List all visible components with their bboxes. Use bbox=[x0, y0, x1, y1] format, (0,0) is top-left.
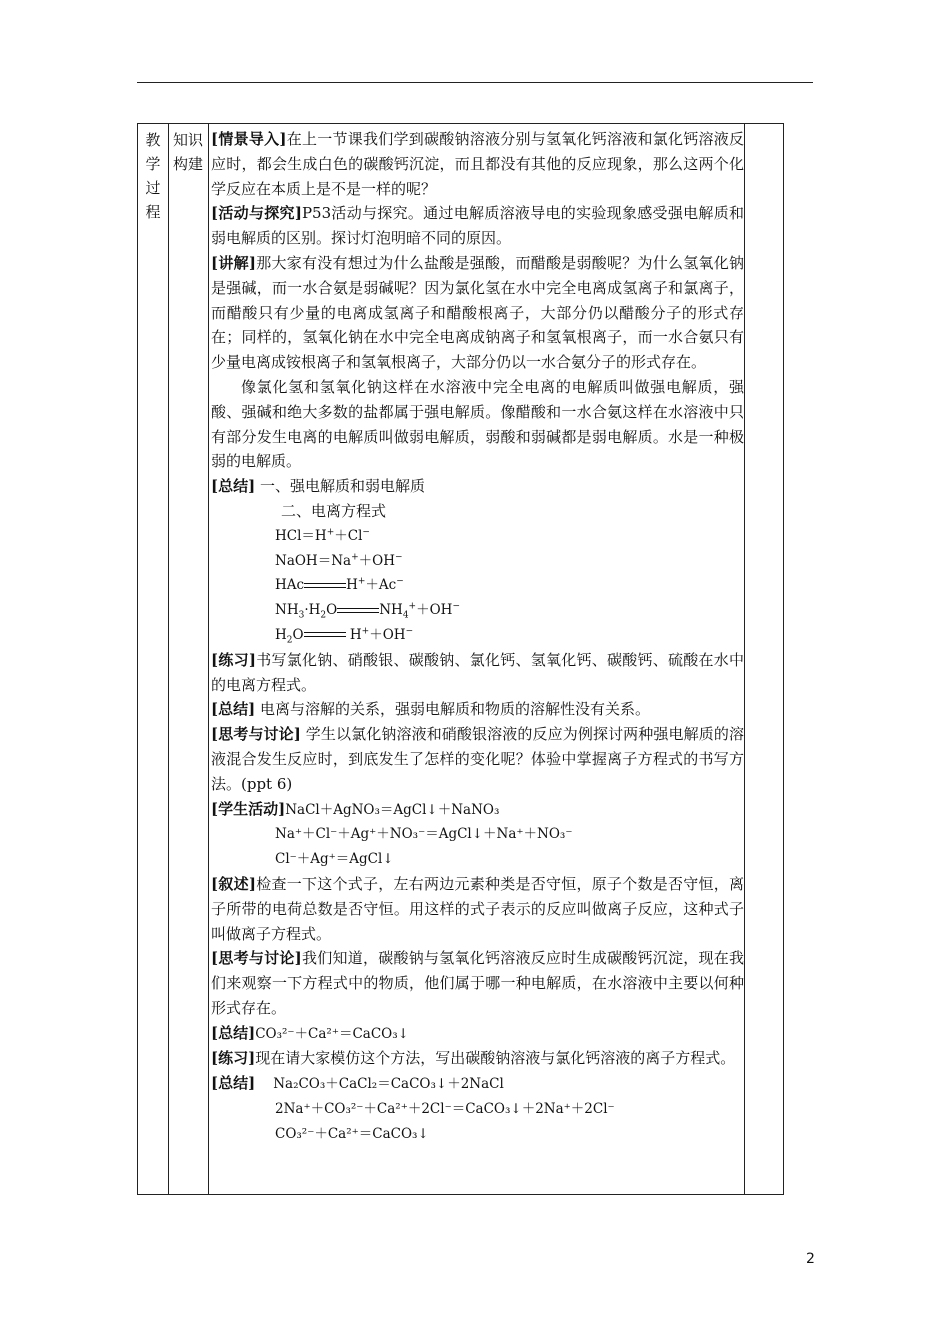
paragraph: [思考与讨论]我们知道，碳酸钠与氢氧化钙溶液反应时生成碳酸钙沉淀，现在我们来观察一下方程式中的物质，他们属于哪一种电解质，在水溶液中主要以何种形式存在。 bbox=[211, 949, 744, 1017]
column-divider bbox=[208, 124, 209, 1194]
equation: $H_2O$ H+＋OH− bbox=[275, 626, 414, 646]
equation: Cl⁻＋Ag⁺＝AgCl↓ bbox=[275, 851, 394, 868]
paragraph: [学生活动]NaCl＋AgNO₃＝AgCl↓＋NaNO₃ bbox=[211, 799, 500, 818]
paragraph: [讲解]那大家有没有想过为什么盐酸是强酸，而醋酸是弱酸呢？为什么氢氧化钠是强碱，而一水合氨是弱碱呢？因为氯化氢在水中完全电离成氢离子和氯离子，而醋酸只有少量的电离成氢离子和醋酸根离子，大部分仍以醋酸分子的形式存在；同样的，氢氧化钠在水中完全电离成钠离子和氢氧根离子，而一水合氨只有少量电离成铵根离子和氢氧根离子，大部分仍以一水合氨分子的形式存在。 bbox=[211, 253, 744, 372]
equation: HAc H+＋Ac− bbox=[275, 576, 404, 594]
lesson-table bbox=[137, 123, 784, 1195]
equation: 2Na⁺＋CO₃²⁻＋Ca²⁺＋2Cl⁻＝CaCO₃↓＋2Na⁺＋2Cl⁻ bbox=[275, 1101, 615, 1118]
equation: $NH_3\cdot H_2O$ $NH_4^++OH^-$ bbox=[275, 601, 460, 621]
paragraph: [思考与讨论] 学生以氯化钠溶液和硝酸银溶液的反应为例探讨两种强电解质的溶液混合发生反应时，到底发生了怎样的变化呢？体验中掌握离子方程式的书写方法。(ppt 6) bbox=[211, 725, 744, 793]
equation: NaOH＝Na+＋OH− bbox=[275, 552, 403, 569]
lesson-content bbox=[211, 127, 744, 1147]
header-rule bbox=[137, 82, 813, 83]
paragraph: [练习]书写氯化钠、硝酸银、碳酸钠、氯化钙、氢氧化钙、碳酸钙、硫酸在水中的电离方程式。 bbox=[211, 650, 744, 694]
paragraph: [总结] 电离与溶解的关系，强弱电解质和物质的溶解性没有关系。 bbox=[211, 700, 650, 719]
stage-label: 教 学 过 程 bbox=[145, 131, 161, 221]
equation: HCl＝H+＋Cl− bbox=[275, 527, 370, 544]
equation: Na⁺＋Cl⁻＋Ag⁺＋NO₃⁻＝AgCl↓＋Na⁺＋NO₃⁻ bbox=[275, 826, 573, 843]
reversible-arrow-icon bbox=[304, 581, 346, 591]
equation: CO₃²⁻＋Ca²⁺＝CaCO₃↓ bbox=[275, 1125, 429, 1142]
page-number: 2 bbox=[806, 1251, 815, 1267]
column-divider bbox=[744, 124, 745, 1194]
paragraph: [总结] Na₂CO₃＋CaCl₂＝CaCO₃↓＋2NaCl bbox=[211, 1074, 504, 1093]
paragraph: [情景导入]在上一节课我们学到碳酸钠溶液分别与氢氧化钙溶液和氯化钙溶液反应时，都会生成白色的碳酸钙沉淀，而且都没有其他的反应现象，那么这两个化学反应在本质上是不是一样的呢？ bbox=[211, 130, 744, 198]
column-divider bbox=[168, 124, 169, 1194]
paragraph: [活动与探究]P53活动与探究。通过电解质溶液导电的实验现象感受强电解质和弱电解质的区别。探讨灯泡明暗不同的原因。 bbox=[211, 204, 744, 248]
reversible-arrow-icon bbox=[337, 606, 379, 616]
paragraph: 像氯化氢和氢氧化钠这样在水溶液中完全电离的电解质叫做强电解质，强酸、强碱和绝大多数的盐都属于强电解质。像醋酸和一水合氨这样在水溶液中只有部分发生电离的电解质叫做弱电解质，弱酸和弱碱都是弱电解质。水是一种极弱的电解质。 bbox=[211, 377, 744, 471]
paragraph: 二、电离方程式 bbox=[281, 501, 387, 520]
paragraph: [总结] 一、强电解质和弱电解质 bbox=[211, 477, 425, 496]
reversible-arrow-icon bbox=[304, 630, 346, 640]
paragraph: [练习]现在请大家模仿这个方法，写出碳酸钠溶液与氯化钙溶液的离子方程式。 bbox=[211, 1049, 736, 1068]
section-label: 知识 构建 bbox=[172, 131, 203, 173]
paragraph: [叙述]检查一下这个式子，左右两边元素种类是否守恒，原子个数是否守恒，离子所带的电荷总数是否守恒。用这样的式子表示的反应叫做离子反应，这种式子叫做离子方程式。 bbox=[211, 874, 744, 943]
paragraph: [总结]CO₃²⁻＋Ca²⁺＝CaCO₃↓ bbox=[211, 1023, 409, 1042]
